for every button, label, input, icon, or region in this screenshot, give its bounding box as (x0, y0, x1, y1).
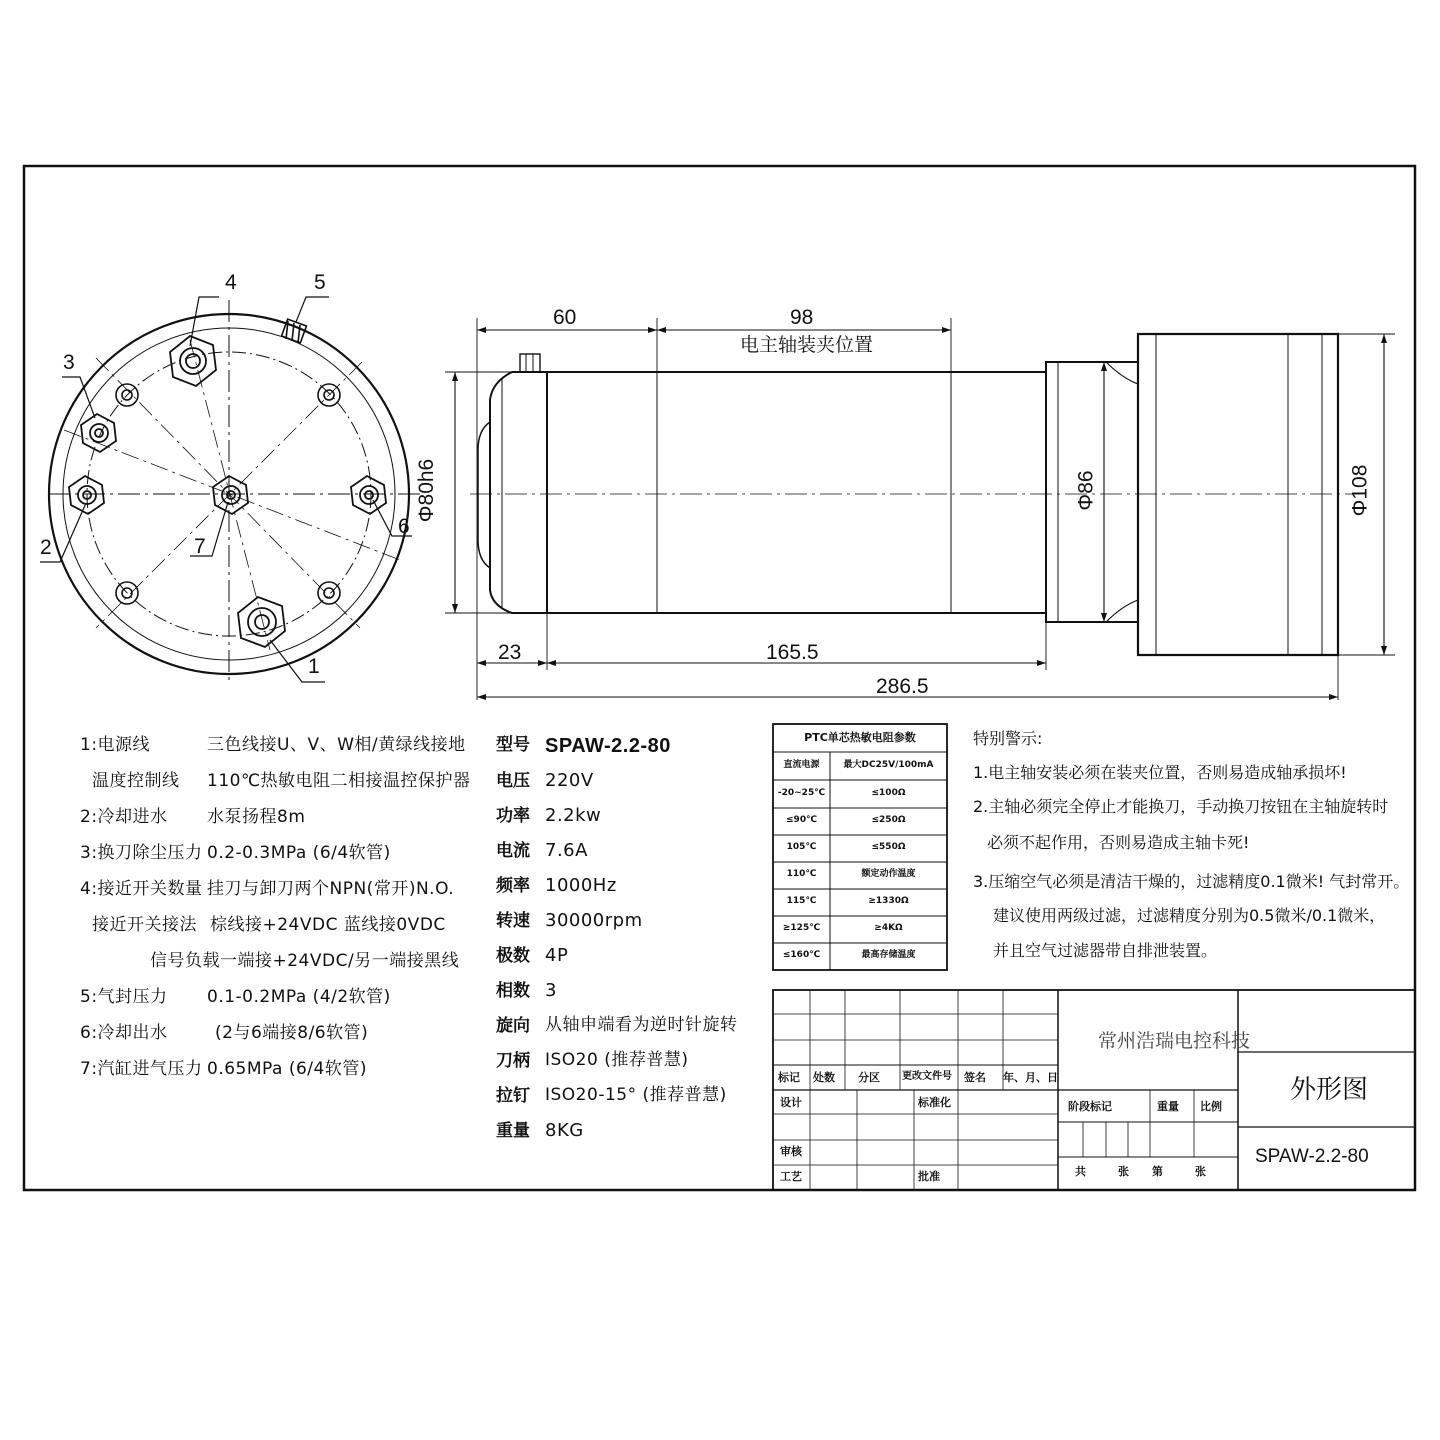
tb-approve: 批准 (918, 1170, 940, 1183)
end-view (40, 297, 425, 682)
tb-review: 审核 (780, 1145, 802, 1158)
clamp-position-note: 电主轴装夹位置 (740, 334, 874, 356)
warnings-title: 特别警示: (973, 729, 1043, 748)
legend-label: 4:接近开关数量 (80, 879, 203, 899)
warning-line: 必须不起作用，否则易造成主轴卡死! (987, 833, 1250, 852)
callout-7: 7 (194, 535, 206, 558)
spec-key: 型号 (496, 735, 530, 755)
ptc-header-cell: 直流电源 (783, 760, 820, 770)
legend-label: 1:电源线 (80, 735, 151, 755)
spec-key: 功率 (496, 806, 530, 826)
ptc-title: PTC单芯热敏电阻参数 (804, 731, 916, 744)
ptc-value-cell: ≤250Ω (871, 815, 906, 825)
tb-sheets: 共 (1075, 1165, 1086, 1178)
tb-stage-label: 重量 (1157, 1100, 1179, 1113)
warning-line: 1.电主轴安装必须在装夹位置，否则易造成轴承损坏! (973, 763, 1347, 782)
ptc-temp-cell: 115℃ (786, 896, 817, 906)
legend-desc: 0.1-0.2MPa (4/2软管) (207, 987, 391, 1007)
spec-value: ISO20 (推荐普慧) (545, 1050, 689, 1070)
tb-label: 更改文件号 (902, 1071, 952, 1082)
dim-23: 23 (498, 641, 522, 664)
tb-label: 年、月、日 (1003, 1071, 1058, 1084)
legend-label: 2:冷却进水 (80, 807, 168, 827)
ptc-value-cell: ≤100Ω (871, 788, 906, 798)
legend-label: 3:换刀除尘压力 (80, 843, 203, 863)
tb-design: 设计 (780, 1096, 802, 1109)
dim-phi108: Φ108 (1348, 464, 1372, 517)
legend-desc: 信号负载一端接+24VDC/另一端接黑线 (150, 951, 460, 971)
spec-key: 极数 (496, 946, 530, 966)
legend-label: 5:气封压力 (80, 987, 168, 1007)
spec-key: 电压 (496, 771, 530, 791)
tb-sheets: 第 (1152, 1165, 1163, 1178)
legend-label: 接近开关接法 (92, 915, 197, 935)
legend-desc: 挂刀与卸刀两个NPN(常开)N.O. (207, 879, 455, 899)
ptc-temp-cell: ≤160℃ (782, 950, 821, 960)
tb-label: 分区 (858, 1071, 880, 1084)
legend-desc: 110℃热敏电阻二相接温控保护器 (207, 771, 471, 791)
dim-286-5: 286.5 (876, 675, 929, 698)
warning-line: 3.压缩空气必须是清洁干燥的，过滤精度0.1微米! 气封常开。 (973, 872, 1410, 891)
spec-key: 拉钉 (496, 1086, 530, 1106)
company-name: 常州浩瑞电控科技 (1098, 1030, 1251, 1052)
dim-98: 98 (790, 306, 814, 329)
side-view (445, 318, 1395, 700)
spec-value: 2.2kw (545, 805, 602, 826)
spec-value: ISO20-15° (推荐普慧) (545, 1085, 727, 1105)
ptc-temp-cell: ≥125℃ (782, 923, 821, 933)
legend-label: 温度控制线 (92, 771, 180, 791)
tb-stage-label: 阶段标记 (1068, 1100, 1112, 1113)
spec-key: 旋向 (496, 1016, 530, 1036)
ptc-temp-cell: 105℃ (786, 842, 817, 852)
spec-key: 重量 (496, 1121, 530, 1141)
legend-desc: 水泵扬程8m (207, 807, 306, 827)
ptc-value-cell: 最高存储温度 (861, 950, 916, 960)
callout-2: 2 (40, 536, 52, 559)
spec-value: 220V (545, 770, 594, 791)
tb-label: 签名 (964, 1071, 986, 1084)
spec-value: 7.6A (545, 840, 588, 861)
tb-stage-label: 比例 (1200, 1100, 1222, 1113)
ptc-value-cell: ≥4KΩ (874, 923, 903, 933)
ptc-temp-cell: 110℃ (786, 869, 817, 879)
callout-3: 3 (63, 351, 75, 374)
spec-key: 相数 (496, 981, 530, 1001)
ptc-value-cell: ≤550Ω (871, 842, 906, 852)
warning-line: 2.主轴必须完全停止才能换刀，手动换刀按钮在主轴旋转时 (973, 797, 1389, 816)
dim-phi86: Φ86 (1074, 470, 1098, 511)
callout-5: 5 (314, 271, 326, 294)
legend-label: 6:冷却出水 (80, 1023, 168, 1043)
spec-value: 4P (545, 945, 569, 966)
tb-sheets: 张 (1195, 1165, 1206, 1178)
ptc-temp-cell: -20~25℃ (777, 788, 826, 798)
legend-desc: 三色线接U、V、W相/黄绿线接地 (207, 735, 466, 755)
ptc-temp-cell: ≤90℃ (786, 815, 817, 825)
dim-phi80h6: Φ80h6 (415, 458, 439, 523)
ptc-value-cell: ≥1330Ω (868, 896, 909, 906)
tb-standard: 标准化 (918, 1096, 951, 1109)
warning-line: 并且空气过滤器带自排泄装置。 (993, 941, 1218, 960)
dim-165-5: 165.5 (766, 641, 819, 664)
tb-sheets: 张 (1118, 1165, 1129, 1178)
spec-key: 频率 (496, 876, 530, 896)
warning-line: 建议使用两级过滤，过滤精度分别为0.5微米/0.1微米， (993, 906, 1386, 925)
legend-desc: 0.2-0.3MPa (6/4软管) (207, 843, 391, 863)
spec-value: 3 (545, 980, 557, 1001)
callout-4: 4 (225, 271, 237, 294)
spec-key: 电流 (496, 841, 530, 861)
spec-value: 1000Hz (545, 875, 617, 896)
drawing-model: SPAW-2.2-80 (1255, 1146, 1369, 1167)
spec-key: 刀柄 (496, 1051, 530, 1071)
legend-desc: 0.65MPa (6/4软管) (207, 1059, 367, 1079)
tb-label: 标记 (778, 1071, 800, 1084)
spec-value: SPAW-2.2-80 (545, 735, 671, 757)
spec-key: 转速 (496, 911, 530, 931)
spec-value: 8KG (545, 1120, 584, 1141)
tb-label: 处数 (813, 1071, 835, 1084)
callout-1: 1 (308, 655, 320, 678)
ptc-value-cell: 额定动作温度 (861, 869, 916, 879)
legend-label: 7:汽缸进气压力 (80, 1059, 203, 1079)
callout-6: 6 (398, 515, 410, 538)
dim-60: 60 (553, 306, 577, 329)
spec-value: 30000rpm (545, 910, 643, 931)
ptc-header-cell: 最大DC25V/100mA (843, 760, 934, 770)
drawing-name: 外形图 (1290, 1075, 1369, 1105)
spec-value: 从轴申端看为逆时针旋转 (545, 1015, 738, 1035)
legend-desc: 棕线接+24VDC 蓝线接0VDC (210, 915, 446, 935)
tb-process: 工艺 (780, 1170, 802, 1183)
legend-desc: (2与6端接8/6软管) (215, 1023, 369, 1043)
